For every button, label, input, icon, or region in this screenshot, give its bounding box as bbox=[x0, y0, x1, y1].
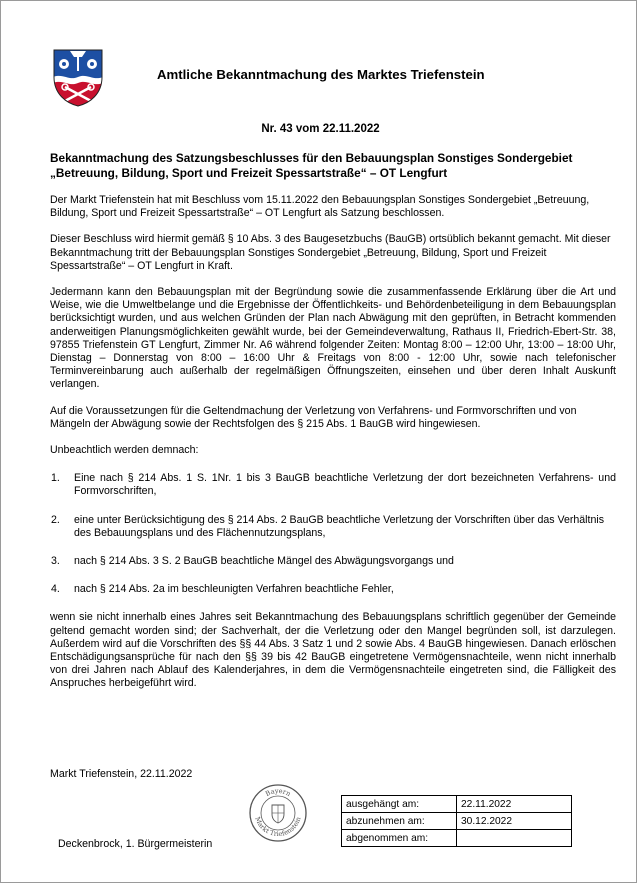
table-row bbox=[342, 796, 572, 813]
list-text: Eine nach § 214 Abs. 1 S. 1Nr. 1 bis 3 BauGB beachtliche Verletzung der dort bezeichneten Verfahrens- und Formvorschriften, bbox=[74, 472, 616, 498]
list-item bbox=[50, 514, 616, 540]
subject-heading: Bekanntmachung des Satzungsbeschlusses für den Bebauungsplan Sonstiges Sondergebiet „Betreuung, Bildung, Sport und Freizeit Spessartstraße“ – OT Lengfurt bbox=[50, 151, 573, 180]
document-body bbox=[50, 194, 616, 691]
paragraph-irrelevant: Unbeachtlich werden demnach: bbox=[50, 444, 199, 457]
seal-top-text: Bayern bbox=[264, 786, 292, 799]
official-seal-icon bbox=[248, 783, 308, 843]
seal-bottom-text: Markt Triefenstein bbox=[253, 815, 303, 839]
signature-line: Deckenbrock, 1. Bürgermeisterin bbox=[58, 838, 213, 850]
paragraph-intro: Der Markt Triefenstein hat mit Beschluss vom 15.11.2022 den Bebauungsplan Sonstiges Sondergebiet „Betreuung, Bildung, Sport und Freizeit Spessartstraße“ – OT Lengfurt als Satzung beschlossen. bbox=[50, 194, 590, 220]
header-title: Amtliche Bekanntmachung des Marktes Triefenstein bbox=[157, 67, 485, 82]
notice-posting-table bbox=[341, 795, 572, 847]
table-cell-label: abzunehmen am: bbox=[342, 813, 457, 830]
table-row bbox=[342, 830, 572, 847]
table-cell-label: abgenommen am: bbox=[342, 830, 457, 847]
table-cell-value: 22.11.2022 bbox=[457, 796, 572, 813]
list-text: nach § 214 Abs. 2a im beschleunigten Verfahren beachtliche Fehler, bbox=[74, 583, 394, 596]
issue-number: Nr. 43 vom 22.11.2022 bbox=[261, 123, 380, 135]
list-item bbox=[50, 555, 616, 568]
table-row bbox=[342, 813, 572, 830]
list-number: 3. bbox=[51, 555, 60, 568]
table-cell-value bbox=[457, 830, 572, 847]
list-number: 2. bbox=[51, 513, 60, 526]
paragraph-publication: Dieser Beschluss wird hiermit gemäß § 10 Abs. 3 des Baugesetzbuchs (BauGB) ortsüblich bekannt gemacht. Mit dieser Bekanntmachung tritt der Bebauungsplan Sonstiges Sondergebiet „Betreuung, Bildung, Sport und Freizeit Spessartstraße“ – OT Lengfurt in Kraft. bbox=[50, 233, 611, 272]
table-cell-label: ausgehängt am: bbox=[342, 796, 457, 813]
list-text: nach § 214 Abs. 3 S. 2 BauGB beachtliche Mängel des Abwägungsvorgangs und bbox=[74, 555, 454, 568]
paragraph-requirements: Auf die Voraussetzungen für die Geltendmachung der Verletzung von Verfahrens- und Formvorschriften und von Mängeln der Abwägung sowie der Rechtsfolgen des § 215 Abs. 1 BauGB wird hingewiesen. bbox=[50, 404, 577, 430]
table-cell-value: 30.12.2022 bbox=[457, 813, 572, 830]
list-item bbox=[50, 472, 616, 498]
list-text: eine unter Berücksichtigung des § 214 Abs. 2 BauGB beachtliche Verletzung der Vorschriften über das Verhältnis des Bebauungsplans und des Flächennutzungsplans, bbox=[74, 513, 605, 539]
paragraph-closing: wenn sie nicht innerhalb eines Jahres seit Bekanntmachung des Bebauungsplans schriftlich gegenüber der Gemeinde geltend gemacht worden sind; der Sachverhalt, der die Verletzung oder den Mangel begründen soll, ist darzulegen. Außerdem wird auf die Vorschriften des §§ 44 Abs. 3 Satz 1 und 2 sowie Abs. 4 BauGB hingewiesen. Danach erlöschen Entschädigungsansprüche für nach den §§ 39 bis 42 BauGB eingetretene Vermögensnachteile, wenn nicht innerhalb von drei Jahren nach Ablauf des Kalenderjahres, in dem die Vermögensnachteile eingetreten sind, die Fälligkeit des Anspruches herbeigeführt wird. bbox=[50, 611, 616, 690]
coat-of-arms-icon bbox=[53, 49, 103, 107]
place-date: Markt Triefenstein, 22.11.2022 bbox=[50, 768, 193, 780]
list-item bbox=[50, 583, 616, 596]
list-number: 4. bbox=[51, 583, 60, 596]
paragraph-inspection: Jedermann kann den Bebauungsplan mit der Begründung sowie die zusammenfassende Erklärung über die Art und Weise, wie die Umweltbelange und die Ergebnisse der Öffentlichkeits- und Behördenbeteiligung in dem Bebauungsplan berücksichtigt wurden, und aus welchen Gründen der Plan nach Abwägung mit den geprüften, in Betracht kommenden anderweitigen Planungsmöglichkeiten gewählt wurde, bei der Gemeindeverwaltung, Rathaus II, Friedrich-Ebert-Str. 38, 97855 Triefenstein GT Lengfurt, Zimmer Nr. A6 während folgender Zeiten: Montag 8:00 – 12:00 Uhr, 13:00 – 18:00 Uhr, Dienstag – Donnerstag von 8:00 – 16:00 Uhr & Freitags von 8:00 - 12:00 Uhr, sowie nach telefonischer Terminvereinbarung auch außerhalb der regelmäßigen Öffnungszeiten, einsehen und über deren Inhalt Auskunft verlangen. bbox=[50, 286, 616, 391]
list-number: 1. bbox=[51, 472, 60, 485]
